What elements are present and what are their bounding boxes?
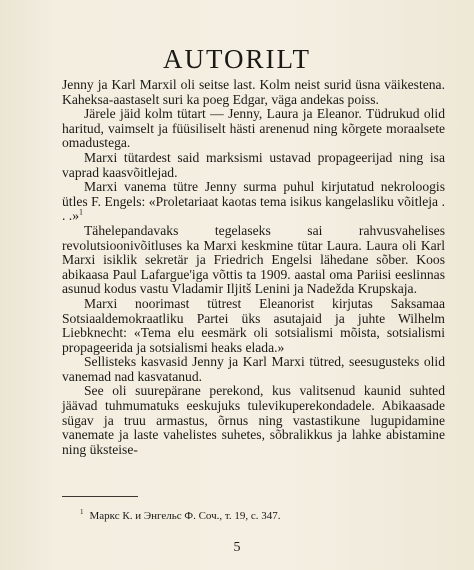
chapter-title: AUTORILT: [162, 44, 311, 74]
footnote-text: Маркс К. и Энгельс Ф. Соч., т. 19, с. 347.: [89, 510, 281, 522]
footnote-marker: 1: [80, 508, 84, 517]
paragraph-2: Järele jäid kolm tütart — Jenny, Laura ja Eleanor. Tüdrukud olid haritud, vaimselt ja füüsiliselt hästi arenenud ning kõrgete moraalsete omadustega.: [62, 106, 445, 151]
paragraph-4-text: Marxi vanema tütre Jenny surma puhul kirjutatud nekroloogis ütles F. Engels: «Proletariaat kaotas tema isikus kangelasliku võitleja . . .»: [62, 179, 445, 224]
body-text: [62, 78, 445, 457]
paragraph-1: Jenny ja Karl Marxil oli seitse last. Kolm neist surid üsna väikestena. Kaheksa-aastaselt suri ka poeg Edgar, väga andekas poiss.: [62, 77, 445, 107]
footnote-reference: 1: [79, 207, 83, 217]
paragraph-8: See oli suurepärane perekond, kus valitsenud kaunid suhted jäävad tuhmumatuks eeskujuks tulevikuperekondadele. Abikaasade sügav ja truu armastus, õrnus ning vastastikune lugupidamine vanemate ja laste vahelistes suhetes, sõbralikkus ja lahke abistamine ning üksteise-: [62, 383, 445, 457]
paragraph-5: Tähelepandavaks tegelaseks sai rahvusvahelises revolutsioonivõitluses ka Marxi keskmine tütar Laura. Laura oli Karl Marxi isiklik sekretär ja Friedrich Engelsi lähedane sõber. Koos abikaasa Paul Lafargue'iga võttis ta 1909. aastal oma Pariisi eeslinnas asunud kodus vastu Vladamir Iljitš Lenini ja Nadežda Krupskaja.: [62, 222, 445, 297]
paragraph-7: Sellisteks kasvasid Jenny ja Karl Marxi tütred, seesugusteks olid vanemad nad kasvatanud.: [62, 354, 445, 384]
footnote-divider: [62, 496, 138, 497]
paragraph-6: Marxi noorimast tütrest Eleanorist kirjutas Saksamaa Sotsiaaldemokraatliku Partei üks asutajaid ja juhte Wilhelm Liebknecht: «Tema elu eesmärk oli sotsialismi mõista, sotsialismi propageerida ja sotsialismi heaks elada.»: [62, 295, 445, 355]
paragraph-4: [62, 180, 445, 224]
footnote: [80, 510, 281, 522]
paragraph-3: Marxi tütardest said marksismi ustavad propageerijad ning isa vaprad kaasvõitlejad.: [62, 149, 445, 180]
page-number: 5: [233, 540, 241, 555]
